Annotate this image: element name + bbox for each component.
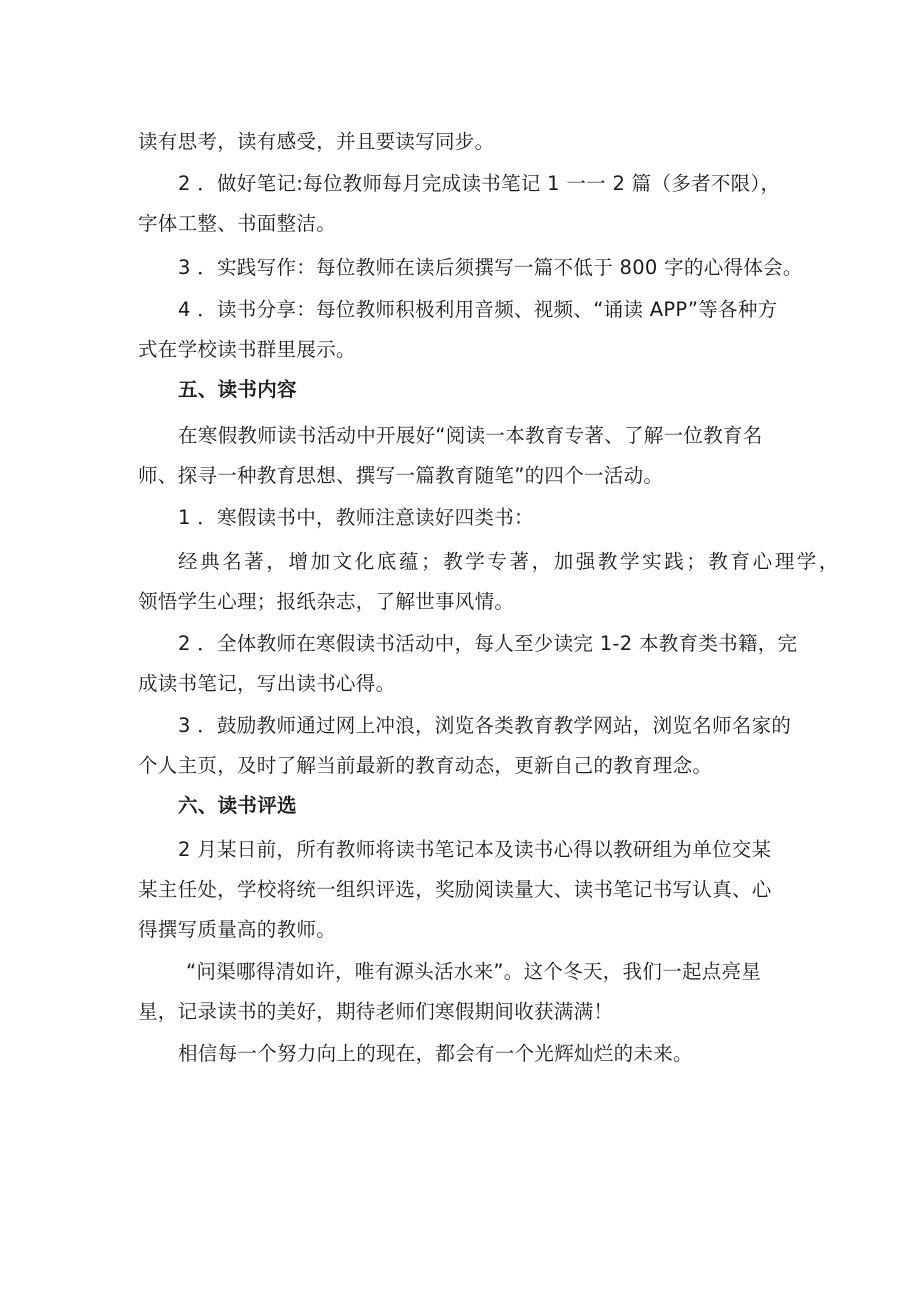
paragraph-line: 1 ．寒假读书中，教师注意读好四类书： — [178, 506, 534, 529]
paragraph-line: 在寒假教师读书活动中开展好“阅读一本教育专著、了解一位教育名 — [178, 424, 763, 447]
paragraph-line: 字体工整、书面整洁。 — [138, 212, 337, 235]
paragraph-line: 2 ．做好笔记:每位教师每月完成读书笔记 1 一一 2 篇（多者不限）， — [178, 172, 781, 195]
section-heading-six: 六、读书评选 — [178, 794, 297, 817]
paragraph-line: 领悟学生心理；报纸杂志，了解世事风情。 — [138, 590, 515, 613]
paragraph-line: 3 ．鼓励教师通过网上冲浪，浏览各类教育教学网站，浏览名师名家的 — [178, 714, 792, 737]
paragraph-line: 相信每一个努力向上的现在，都会有一个光辉灿烂的未来。 — [178, 1042, 693, 1065]
paragraph-line: 2 月某日前，所有教师将读书笔记本及读书心得以教研组为单位交某 — [178, 838, 772, 861]
paragraph-line: 星，记录读书的美好，期待老师们寒假期间收获满满！ — [138, 1000, 614, 1023]
paragraph-line: 式在学校读书群里展示。 — [138, 338, 356, 361]
paragraph-line: 个人主页，及时了解当前最新的教育动态，更新自己的教育理念。 — [138, 754, 713, 777]
paragraph-line: 3 ．实践写作：每位教师在读后须撰写一篇不低于 800 字的心得体会。 — [178, 256, 803, 279]
paragraph-line: 4 ．读书分享：每位教师积极利用音频、视频、“诵读 APP”等各种方 — [178, 298, 778, 321]
paragraph-line: 得撰写质量高的教师。 — [138, 918, 337, 941]
paragraph-line: 2 ．全体教师在寒假读书活动中，每人至少读完 1-2 本教育类书籍，完 — [178, 632, 798, 655]
section-heading-five: 五、读书内容 — [178, 378, 297, 401]
paragraph-line: 经典名著，增加文化底蕴；教学专著，加强教学实践；教育心理学， — [178, 550, 842, 573]
paragraph-line: “问渠哪得清如许，唯有源头活水来”。这个冬天，我们一起点亮星 — [186, 960, 762, 983]
paragraph-line: 读有思考，读有感受，并且要读写同步。 — [138, 130, 495, 153]
paragraph-line: 某主任处，学校将统一组织评选，奖励阅读量大、读书笔记书写认真、心 — [138, 878, 772, 901]
paragraph-line: 师、探寻一种教育思想、撰写一篇教育随笔”的四个一活动。 — [138, 464, 664, 487]
paragraph-line: 成读书笔记，写出读书心得。 — [138, 672, 396, 695]
